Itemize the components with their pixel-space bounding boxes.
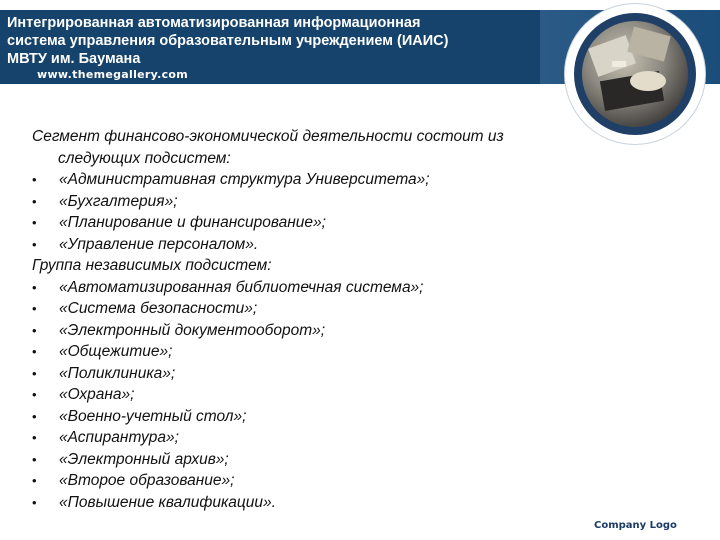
bullet-icon: • bbox=[32, 494, 37, 510]
title-line-1: Интегрированная автоматизированная информационная bbox=[7, 15, 421, 31]
bullet-icon: • bbox=[32, 322, 37, 338]
main-content bbox=[32, 126, 672, 513]
bullet-icon: • bbox=[32, 236, 37, 252]
bullet-icon: • bbox=[32, 430, 37, 445]
website-label: www.themegallery.com bbox=[37, 68, 189, 81]
list-item: • «Административная структура Университета»; bbox=[32, 169, 672, 191]
list-item: • «Управление персоналом». bbox=[32, 234, 672, 256]
bullet-icon: • bbox=[32, 172, 37, 187]
section1-heading-line1: Сегмент финансово-экономической деятельности состоит из bbox=[32, 128, 504, 145]
list-item: • «Планирование и финансирование»; bbox=[32, 212, 672, 234]
list-item: • «Система безопасности»; bbox=[32, 298, 672, 320]
section1-list bbox=[32, 169, 672, 255]
page-title bbox=[7, 14, 527, 68]
list-item: • «Электронный документооборот»; bbox=[32, 320, 672, 342]
bullet-icon: • bbox=[32, 387, 37, 402]
bullet-icon: • bbox=[32, 279, 37, 295]
bullet-icon: • bbox=[32, 215, 37, 230]
bullet-icon: • bbox=[32, 473, 37, 488]
company-logo: Company Logo bbox=[594, 520, 677, 531]
list-item: • «Охрана»; bbox=[32, 384, 672, 406]
list-item: • «Поликлиника»; bbox=[32, 363, 672, 385]
section1-heading bbox=[32, 126, 672, 169]
list-item: • «Общежитие»; bbox=[32, 341, 672, 363]
list-item: • «Бухгалтерия»; bbox=[32, 191, 672, 213]
title-line-2: система управления образовательным учреждением (ИАИС) bbox=[7, 33, 449, 49]
bullet-icon: • bbox=[32, 365, 37, 381]
list-item: • «Автоматизированная библиотечная система»; bbox=[32, 277, 672, 299]
section2-list bbox=[32, 277, 672, 514]
bullet-icon: • bbox=[32, 344, 37, 359]
section2-heading: Группа независимых подсистем: bbox=[32, 257, 272, 274]
list-item: • «Электронный архив»; bbox=[32, 449, 672, 471]
bullet-icon: • bbox=[32, 193, 37, 209]
list-item: • «Военно-учетный стол»; bbox=[32, 406, 672, 428]
list-item: • «Второе образование»; bbox=[32, 470, 672, 492]
bullet-icon: • bbox=[32, 408, 37, 424]
office-photo bbox=[582, 21, 688, 127]
title-line-3: МВТУ им. Баумана bbox=[7, 51, 141, 67]
bullet-icon: • bbox=[32, 301, 37, 316]
list-item: • «Повышение квалификации». bbox=[32, 492, 672, 514]
header-photo-circle bbox=[565, 4, 705, 144]
list-item: • «Аспирантура»; bbox=[32, 427, 672, 449]
bullet-icon: • bbox=[32, 451, 37, 467]
section1-heading-line2: следующих подсистем: bbox=[58, 149, 231, 167]
